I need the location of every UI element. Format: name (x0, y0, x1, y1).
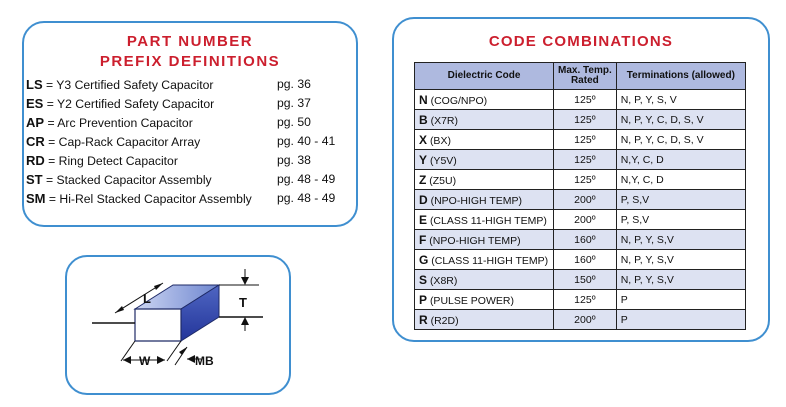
dielectric-name: (X8R) (429, 274, 458, 287)
terminations-cell: N, P, Y, C, D, S, V (616, 130, 745, 150)
terminations-cell: P (616, 310, 745, 330)
table-row (415, 250, 746, 270)
table-row (415, 110, 746, 130)
table-row (415, 230, 746, 250)
capacitor-front-face (135, 309, 181, 341)
prefix-row (26, 153, 178, 168)
temp-cell: 125º (554, 150, 617, 170)
terminations-cell: N, P, Y, S,V (616, 250, 745, 270)
temp-cell: 125º (554, 170, 617, 190)
prefix-row (26, 115, 193, 130)
code-combinations-table (414, 62, 746, 330)
dielectric-cell (415, 190, 554, 210)
header-terminations: Terminations (allowed) (616, 63, 745, 90)
temp-cell: 160º (554, 230, 617, 250)
table-row (415, 310, 746, 330)
prefix-code: SM (26, 191, 46, 206)
dielectric-cell (415, 310, 554, 330)
prefix-row (26, 172, 212, 187)
dielectric-name: (COG/NPO) (430, 94, 488, 107)
table-row (415, 150, 746, 170)
dielectric-letter: X (419, 132, 428, 147)
dielectric-letter: N (419, 92, 428, 107)
prefix-desc: = Y2 Certified Safety Capacitor (46, 97, 215, 111)
temp-cell: 125º (554, 290, 617, 310)
prefix-code: CR (26, 134, 45, 149)
code-combinations-panel (392, 17, 770, 342)
terminations-cell: P, S,V (616, 190, 745, 210)
dielectric-letter: E (419, 212, 428, 227)
prefix-code: ES (26, 96, 44, 111)
dimension-mb-label: MB (195, 354, 214, 368)
header-max-temp (554, 63, 617, 90)
prefix-title-line1: PART NUMBER (126, 33, 254, 50)
terminations-cell: N,Y, C, D (616, 170, 745, 190)
dielectric-name: (CLASS 11-HIGH TEMP) (431, 254, 549, 267)
terminations-cell: N, P, Y, S,V (616, 270, 745, 290)
capacitor-diagram-panel (65, 255, 291, 395)
prefix-code: ST (26, 172, 43, 187)
terminations-cell: P (616, 290, 745, 310)
prefix-row (26, 77, 213, 92)
terminations-cell: N, P, Y, S, V (616, 90, 745, 110)
dielectric-letter: D (419, 192, 428, 207)
dielectric-letter: Z (419, 172, 427, 187)
terminations-cell: N, P, Y, S,V (616, 230, 745, 250)
dielectric-name: (X7R) (430, 114, 459, 127)
prefix-desc: = Ring Detect Capacitor (48, 154, 178, 168)
header-max-temp-line2: Rated (570, 75, 599, 86)
header-dielectric-code: Dielectric Code (415, 63, 554, 90)
prefix-definitions-panel (22, 21, 358, 227)
dielectric-letter: G (419, 252, 429, 267)
dimension-w-label: W (139, 354, 151, 368)
temp-cell: 125º (554, 90, 617, 110)
prefix-page: pg. 38 (277, 153, 311, 167)
prefix-page: pg. 48 - 49 (277, 172, 336, 186)
dielectric-letter: S (419, 272, 428, 287)
prefix-code: RD (26, 153, 45, 168)
temp-cell: 200º (554, 210, 617, 230)
temp-cell: 125º (554, 130, 617, 150)
terminations-cell: N, P, Y, C, D, S, V (616, 110, 745, 130)
dielectric-letter: R (419, 312, 428, 327)
prefix-page: pg. 50 (277, 115, 311, 129)
dielectric-cell (415, 110, 554, 130)
dielectric-cell (415, 230, 554, 250)
dielectric-name: (Y5V) (429, 154, 457, 167)
prefix-row (26, 134, 200, 149)
temp-cell: 125º (554, 110, 617, 130)
dielectric-name: (NPO-HIGH TEMP) (430, 194, 522, 207)
dielectric-name: (Z5U) (429, 174, 457, 187)
table-row (415, 130, 746, 150)
prefix-desc: = Hi-Rel Stacked Capacitor Assembly (48, 192, 252, 206)
prefix-code: AP (26, 115, 45, 130)
dielectric-cell (415, 270, 554, 290)
terminations-cell: P, S,V (616, 210, 745, 230)
table-header-row (415, 63, 746, 90)
prefix-row (26, 191, 252, 206)
dimension-l-label: L (143, 291, 151, 306)
table-row (415, 290, 746, 310)
prefix-desc: = Cap-Rack Capacitor Array (48, 135, 201, 149)
table-row (415, 190, 746, 210)
terminations-cell: N,Y, C, D (616, 150, 745, 170)
dielectric-cell (415, 250, 554, 270)
table-row (415, 90, 746, 110)
dielectric-cell (415, 90, 554, 110)
dielectric-letter: P (419, 292, 428, 307)
prefix-desc: = Arc Prevention Capacitor (47, 116, 193, 130)
prefix-page: pg. 48 - 49 (277, 191, 336, 205)
table-row (415, 170, 746, 190)
dielectric-name: (PULSE POWER) (429, 294, 514, 307)
prefix-page: pg. 40 - 41 (277, 134, 336, 148)
dielectric-name: (CLASS 11-HIGH TEMP) (429, 214, 547, 227)
prefix-page: pg. 36 (277, 77, 311, 91)
dielectric-name: (NPO-HIGH TEMP) (429, 234, 521, 247)
temp-cell: 200º (554, 190, 617, 210)
prefix-page: pg. 37 (277, 96, 311, 110)
dielectric-cell (415, 150, 554, 170)
prefix-desc: = Stacked Capacitor Assembly (46, 173, 212, 187)
capacitor-dimension-diagram (67, 257, 289, 393)
table-row (415, 270, 746, 290)
prefix-title-line2: PREFIX DEFINITIONS (99, 53, 281, 70)
dielectric-name: (BX) (429, 134, 451, 147)
header-max-temp-line1: Max. Temp. (558, 65, 612, 76)
dielectric-letter: B (419, 112, 428, 127)
dielectric-letter: F (419, 232, 427, 247)
dielectric-cell (415, 170, 554, 190)
prefix-code: LS (26, 77, 43, 92)
dielectric-cell (415, 290, 554, 310)
temp-cell: 200º (554, 310, 617, 330)
prefix-desc: = Y3 Certified Safety Capacitor (46, 78, 214, 92)
temp-cell: 160º (554, 250, 617, 270)
table-row (415, 210, 746, 230)
dielectric-cell (415, 130, 554, 150)
dielectric-name: (R2D) (430, 314, 459, 327)
dimension-t-label: T (239, 295, 247, 310)
dielectric-cell (415, 210, 554, 230)
code-combinations-title: CODE COMBINATIONS (488, 33, 674, 50)
dielectric-letter: Y (419, 152, 428, 167)
prefix-row (26, 96, 214, 111)
temp-cell: 150º (554, 270, 617, 290)
